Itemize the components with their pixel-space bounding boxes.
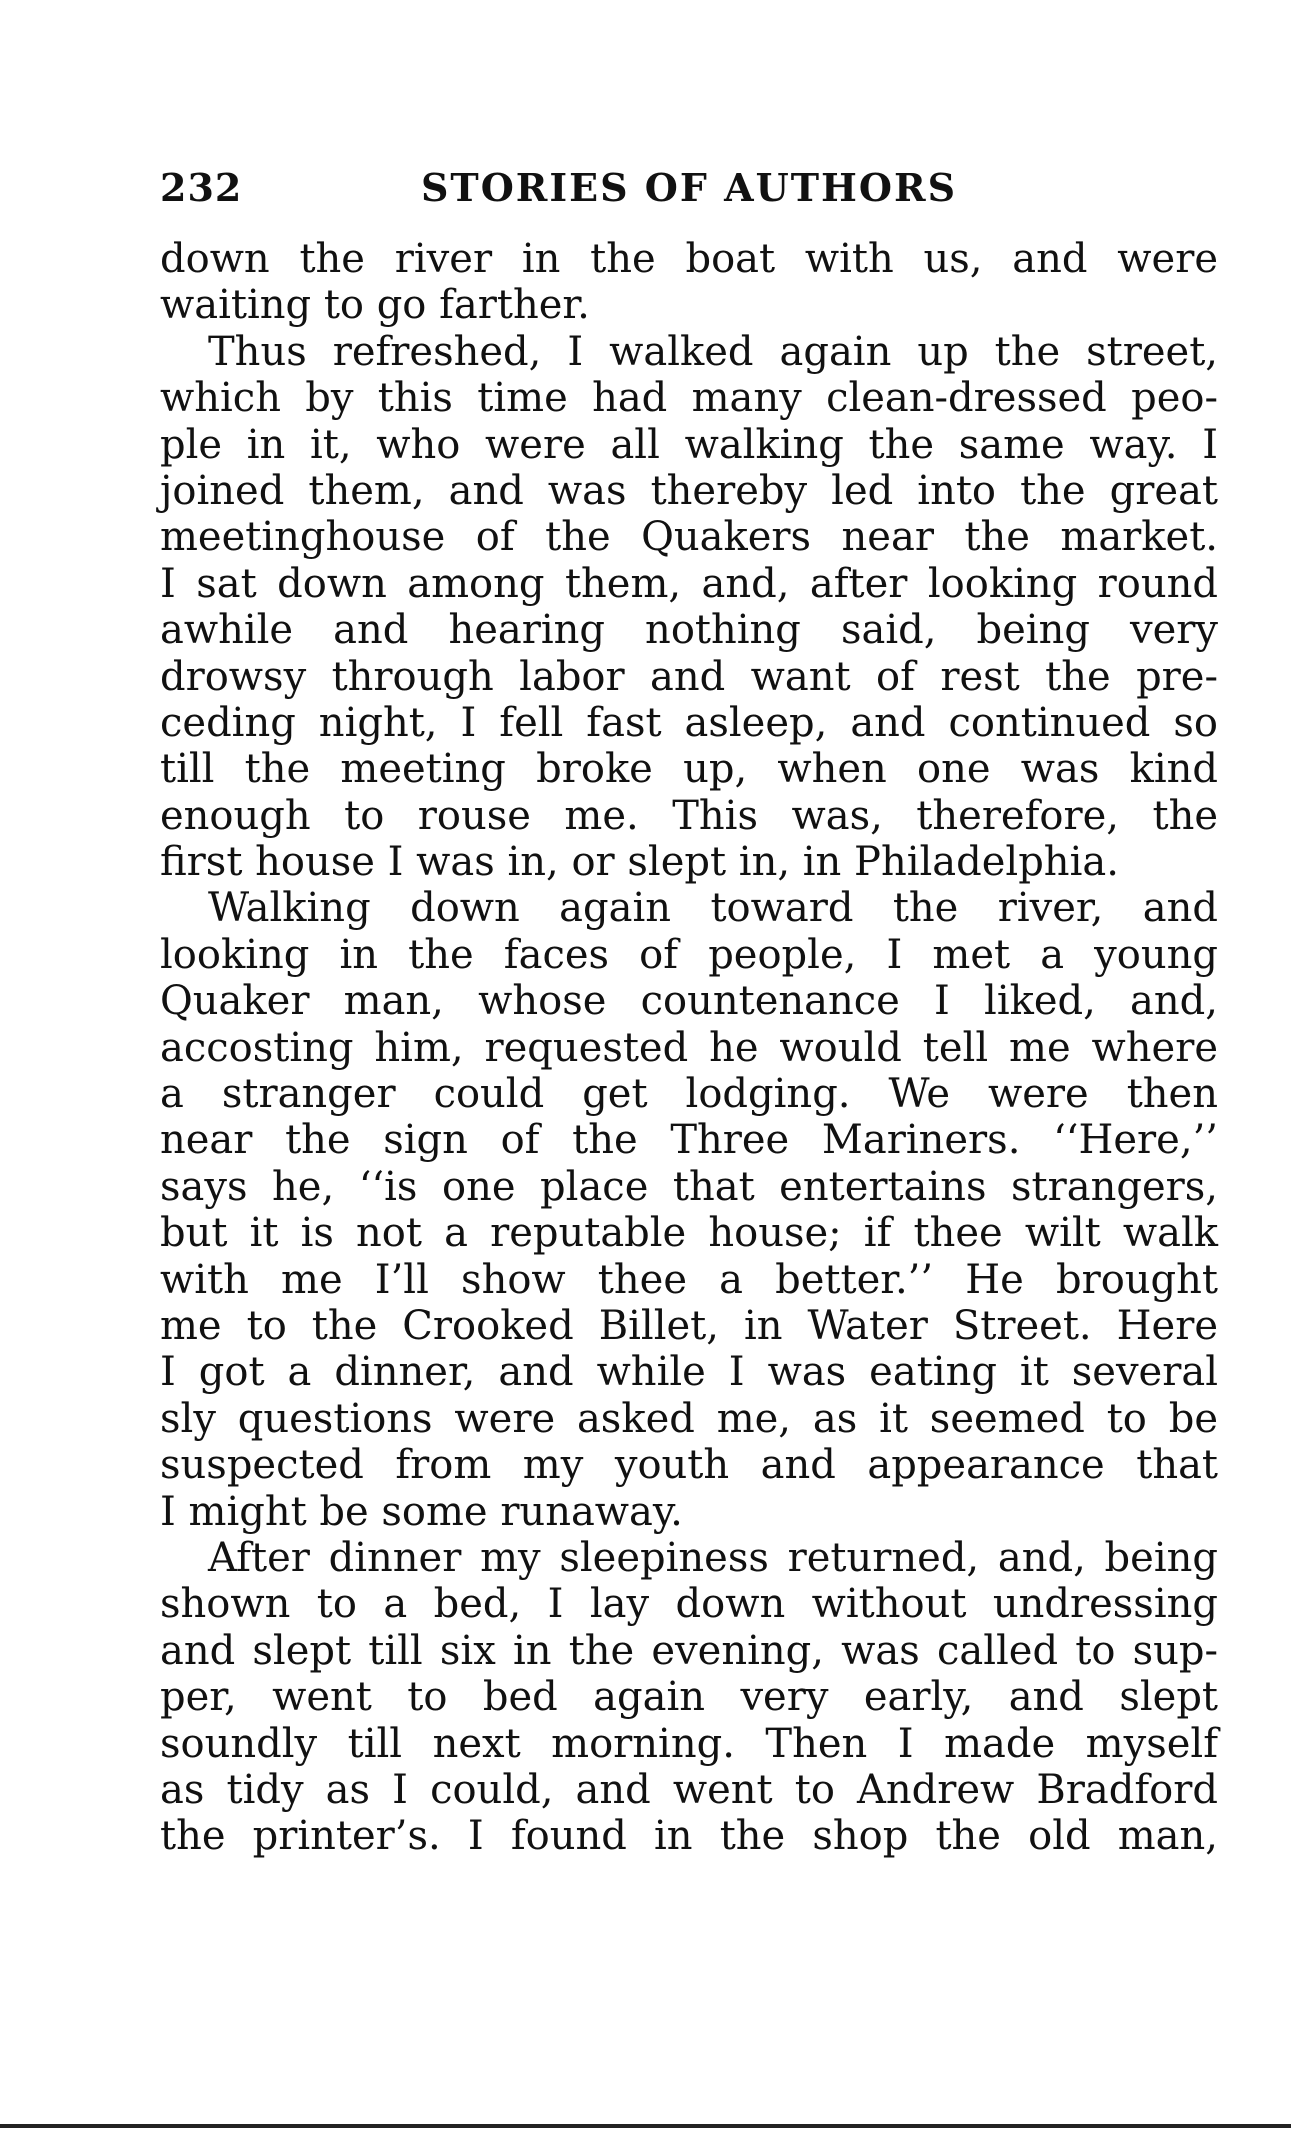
- text-line: a stranger could get lodging. We were then: [160, 1071, 1218, 1118]
- text-line: near the sign of the Three Mariners. ‘‘Here,’’: [160, 1117, 1218, 1164]
- text-line: says he, ‘‘is one place that entertains strangers,: [160, 1163, 1218, 1210]
- text-line: down the river in the boat with us, and were: [160, 236, 1218, 282]
- text-line: joined them, and was thereby led into the great: [160, 467, 1218, 514]
- text-line: I got a dinner, and while I was eating it several: [160, 1349, 1218, 1396]
- text-line: drowsy through labor and want of rest the pre-: [160, 653, 1218, 700]
- bottom-edge-rule: [0, 2124, 1291, 2128]
- text-line: Walking down again toward the river, and: [208, 885, 1218, 932]
- page-header: [160, 160, 1218, 216]
- text-line: meetinghouse of the Quakers near the market.: [160, 514, 1218, 561]
- text-line: the printer’s. I found in the shop the old man,: [160, 1813, 1218, 1860]
- text-line: Quaker man, whose countenance I liked, and,: [160, 978, 1218, 1025]
- text-line: waiting to go farther.: [160, 282, 590, 329]
- text-line: soundly till next morning. Then I made myself: [160, 1720, 1218, 1767]
- text-line: first house I was in, or slept in, in Philadelphia.: [160, 839, 1119, 886]
- text-line: enough to rouse me. This was, therefore, the: [160, 792, 1218, 839]
- text-line: per, went to bed again very early, and slept: [160, 1674, 1218, 1721]
- running-title: STORIES OF AUTHORS: [420, 165, 958, 210]
- text-line: ple in it, who were all walking the same way. I: [160, 421, 1218, 468]
- text-line: and slept till six in the evening, was called to sup-: [160, 1627, 1218, 1674]
- text-line: After dinner my sleepiness returned, and, being: [208, 1534, 1218, 1581]
- text-line: suspected from my youth and appearance that: [160, 1442, 1218, 1489]
- text-line: awhile and hearing nothing said, being very: [160, 607, 1218, 654]
- text-line: ceding night, I fell fast asleep, and continued so: [160, 699, 1218, 746]
- page-number: 232: [160, 165, 243, 210]
- text-line: which by this time had many clean-dressed peo-: [160, 375, 1218, 422]
- text-line: with me I’ll show thee a better.’’ He brought: [160, 1256, 1218, 1303]
- body-text: [160, 236, 1218, 1860]
- text-line: I sat down among them, and, after looking round: [160, 560, 1218, 607]
- text-line: till the meeting broke up, when one was kind: [160, 746, 1218, 793]
- text-line: me to the Crooked Billet, in Water Street. Here: [160, 1302, 1218, 1349]
- text-line: accosting him, requested he would tell me where: [160, 1024, 1218, 1071]
- text-line: looking in the faces of people, I met a young: [160, 931, 1218, 978]
- text-line: I might be some runaway.: [160, 1488, 683, 1535]
- text-line: shown to a bed, I lay down without undressing: [160, 1581, 1218, 1628]
- text-line: sly questions were asked me, as it seemed to be: [160, 1395, 1218, 1442]
- text-line: but it is not a reputable house; if thee wilt walk: [160, 1210, 1218, 1257]
- text-line: Thus refreshed, I walked again up the street,: [208, 328, 1218, 375]
- text-line: as tidy as I could, and went to Andrew Bradford: [160, 1766, 1218, 1813]
